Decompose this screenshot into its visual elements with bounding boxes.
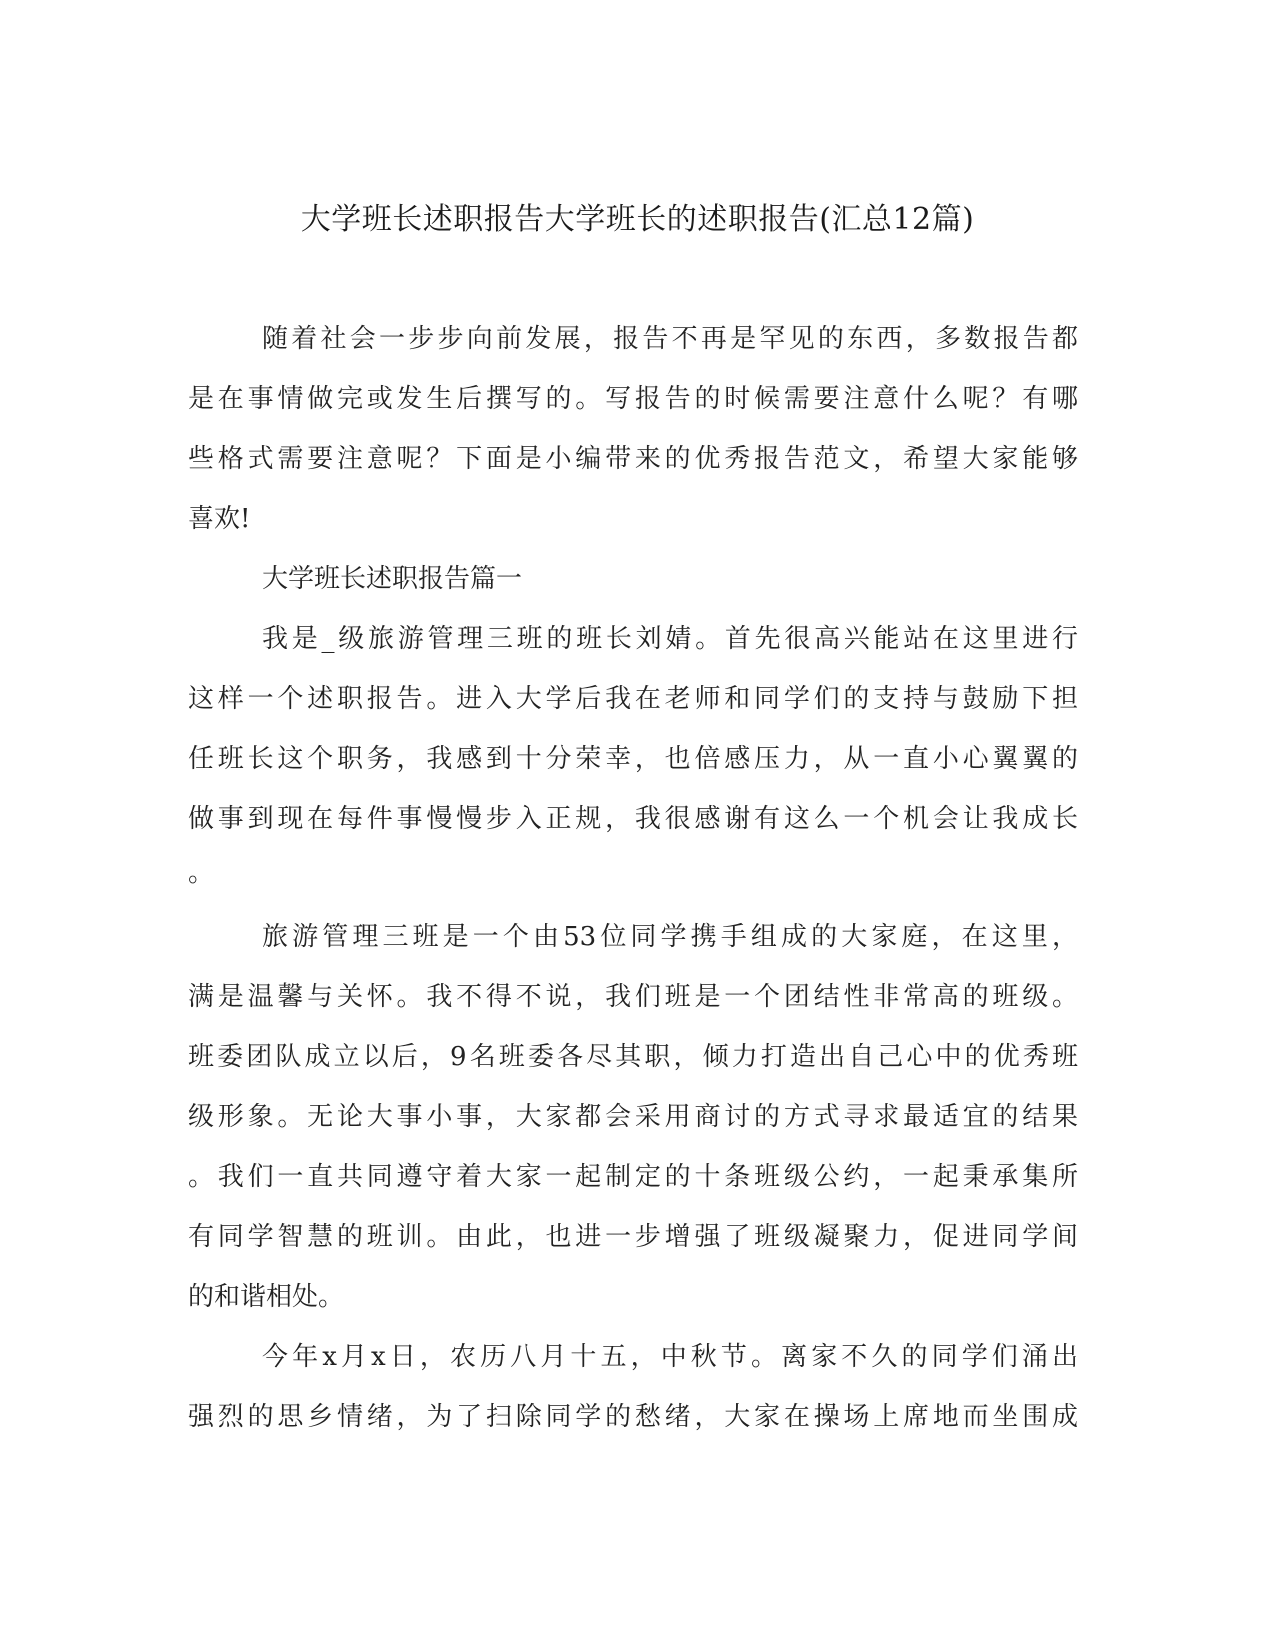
paragraph-line: 些格式需要注意呢？下面是小编带来的优秀报告范文，希望大家能够: [188, 444, 1078, 474]
paragraph-line: 强烈的思乡情绪，为了扫除同学的愁绪，大家在操场上席地而坐围成: [188, 1402, 1078, 1432]
paragraph-line: 任班长这个职务，我感到十分荣幸，也倍感压力，从一直小心翼翼的: [188, 744, 1078, 774]
paragraph-line: 我是_级旅游管理三班的班长刘婧。首先很高兴能站在这里进行: [262, 624, 1078, 654]
section-heading: 大学班长述职报告篇一: [262, 564, 523, 594]
paragraph-line: 级形象。无论大事小事，大家都会采用商讨的方式寻求最适宜的结果: [188, 1102, 1078, 1132]
paragraph-line: 喜欢!: [188, 504, 251, 534]
paragraph-line: 是在事情做完或发生后撰写的。写报告的时候需要注意什么呢？有哪: [188, 384, 1078, 414]
paragraph-line: 做事到现在每件事慢慢步入正规，我很感谢有这么一个机会让我成长: [188, 804, 1078, 834]
paragraph-line: 的和谐相处。: [188, 1282, 345, 1312]
paragraph-line: 今年x月x日，农历八月十五，中秋节。离家不久的同学们涌出: [262, 1342, 1078, 1372]
paragraph-line: 这样一个述职报告。进入大学后我在老师和同学们的支持与鼓励下担: [188, 684, 1078, 714]
paragraph-line: 旅游管理三班是一个由53位同学携手组成的大家庭，在这里，: [262, 922, 1078, 952]
paragraph-line: 。我们一直共同遵守着大家一起制定的十条班级公约，一起秉承集所: [188, 1162, 1078, 1192]
paragraph-line: 满是温馨与关怀。我不得不说，我们班是一个团结性非常高的班级。: [188, 982, 1078, 1012]
paragraph-line: 班委团队成立以后，9名班委各尽其职，倾力打造出自己心中的优秀班: [188, 1042, 1078, 1072]
paragraph-line: 。: [188, 858, 215, 888]
paragraph-line: 随着社会一步步向前发展，报告不再是罕见的东西，多数报告都: [262, 324, 1078, 354]
paragraph-line: 有同学智慧的班训。由此，也进一步增强了班级凝聚力，促进同学间: [188, 1222, 1078, 1252]
document-title: 大学班长述职报告大学班长的述职报告(汇总12篇): [300, 202, 975, 237]
